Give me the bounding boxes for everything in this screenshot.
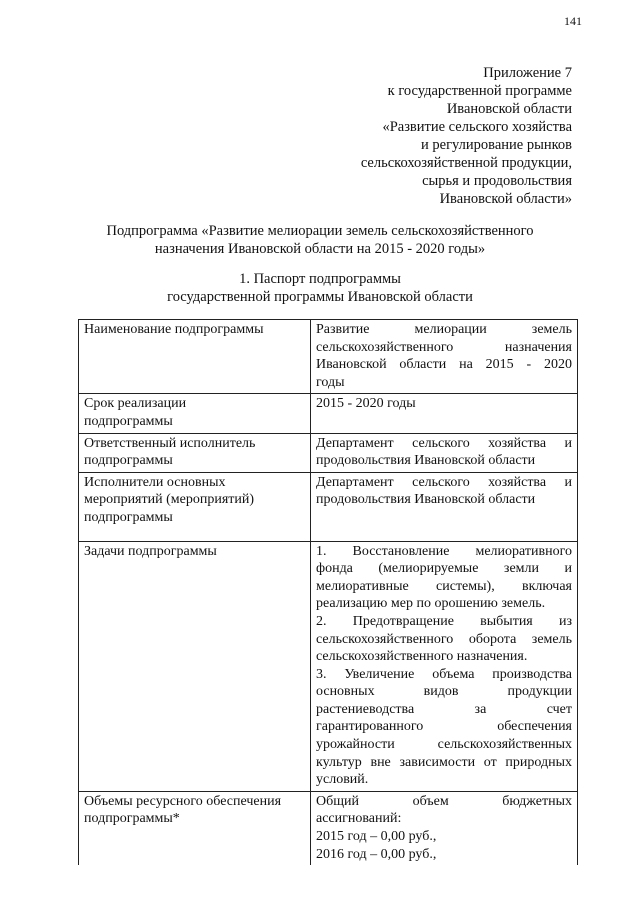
- passport-row: [79, 541, 578, 791]
- subprogram-title: [60, 222, 580, 258]
- subprogram-title-line: назначения Ивановской области на 2015 - 2020 годы»: [154, 241, 486, 257]
- passport-row: [79, 791, 578, 865]
- appendix-line: сельскохозяйственной продукции,: [360, 155, 572, 171]
- row-label-line: мероприятий (мероприятий): [84, 492, 255, 508]
- row-label-line: подпрограммы: [84, 453, 173, 469]
- row-label-line: Срок реализации: [84, 396, 187, 412]
- row-value-line: 2015 - 2020 годы: [316, 396, 416, 412]
- row-value-line: 2016 год – 0,00 руб.,: [316, 846, 437, 862]
- row-value-line: Ивановской области на 2015 - 2020: [316, 357, 572, 373]
- row-value-line: годы: [316, 374, 345, 390]
- row-value-line: сельскохозяйственного оборота земель: [316, 631, 572, 647]
- row-value-line: продовольствия Ивановской области: [316, 492, 536, 508]
- appendix-line: Ивановской области»: [439, 191, 572, 207]
- row-label-line: Исполнители основных: [84, 474, 226, 490]
- appendix-line: Ивановской области: [446, 101, 572, 117]
- row-value: [311, 791, 578, 865]
- row-value-line: Департамент сельского хозяйства и: [316, 435, 572, 451]
- row-label: [79, 320, 311, 394]
- appendix-line: сырья и продовольствия: [422, 173, 572, 189]
- row-label-line: Ответственный исполнитель: [84, 435, 256, 451]
- row-value-line: сельскохозяйственного назначения: [316, 339, 572, 355]
- row-value-line: условий.: [316, 772, 369, 788]
- row-value: [311, 472, 578, 541]
- row-label-line: Объемы ресурсного обеспечения: [84, 793, 282, 809]
- row-value-line: фонда (мелиорируемые земли и: [316, 561, 572, 577]
- passport-title-line: 1. Паспорт подпрограммы: [239, 271, 401, 287]
- row-value-line: растениеводства за счет: [316, 701, 572, 717]
- appendix-header: [252, 64, 572, 208]
- row-value-line: культур вне зависимости от природных: [316, 754, 572, 770]
- subprogram-title-line: Подпрограмма «Развитие мелиорации земель сельскохозяйственного: [106, 223, 534, 239]
- appendix-line: к государственной программе: [387, 83, 572, 99]
- appendix-line: «Развитие сельского хозяйства: [382, 119, 572, 135]
- row-value-line: 1. Восстановление мелиоративного: [316, 543, 572, 559]
- row-label-line: подпрограммы: [84, 509, 173, 525]
- row-value-line: основных видов продукции: [316, 684, 572, 700]
- row-value-line: 2. Предотвращение выбытия из: [316, 613, 572, 629]
- row-value: [311, 320, 578, 394]
- row-value-line: ассигнований:: [316, 811, 402, 827]
- row-label-line: подпрограммы: [84, 413, 173, 429]
- row-value-line: сельскохозяйственного назначения.: [316, 649, 528, 665]
- appendix-line: Приложение 7: [483, 65, 572, 81]
- row-label-line: Задачи подпрограммы: [84, 543, 217, 559]
- row-value-line: урожайности сельскохозяйственных: [316, 737, 572, 753]
- row-value-line: 2015 год – 0,00 руб.,: [316, 829, 437, 845]
- passport-row: [79, 320, 578, 394]
- passport-table-body: [79, 320, 578, 866]
- row-value-line: 3. Увеличение объема производства: [316, 666, 572, 682]
- row-label-line: Наименование подпрограммы: [84, 322, 264, 337]
- passport-row: [79, 433, 578, 472]
- row-label: [79, 472, 311, 541]
- row-label: [79, 394, 311, 433]
- row-value-line: Развитие мелиорации земель: [316, 322, 572, 337]
- passport-title: [60, 270, 580, 306]
- row-value-line: Общий объем бюджетных: [316, 793, 572, 809]
- row-label: [79, 433, 311, 472]
- passport-table: [78, 319, 578, 865]
- row-value: [311, 541, 578, 791]
- row-value-line: Департамент сельского хозяйства и: [316, 474, 572, 490]
- row-label: [79, 791, 311, 865]
- row-value-line: реализацию мер по орошению земель.: [316, 596, 546, 612]
- row-label: [79, 541, 311, 791]
- row-value-line: гарантированного обеспечения: [316, 719, 572, 735]
- appendix-line: и регулирование рынков: [421, 137, 572, 153]
- passport-row: [79, 394, 578, 433]
- row-label-line: подпрограммы*: [84, 811, 180, 827]
- row-value: [311, 433, 578, 472]
- page-number: 141: [564, 14, 582, 28]
- passport-row: [79, 472, 578, 541]
- row-value: [311, 394, 578, 433]
- row-value-line: продовольствия Ивановской области: [316, 453, 536, 469]
- row-value-line: мелиоративные системы), включая: [316, 578, 572, 594]
- passport-title-line: государственной программы Ивановской области: [167, 289, 473, 305]
